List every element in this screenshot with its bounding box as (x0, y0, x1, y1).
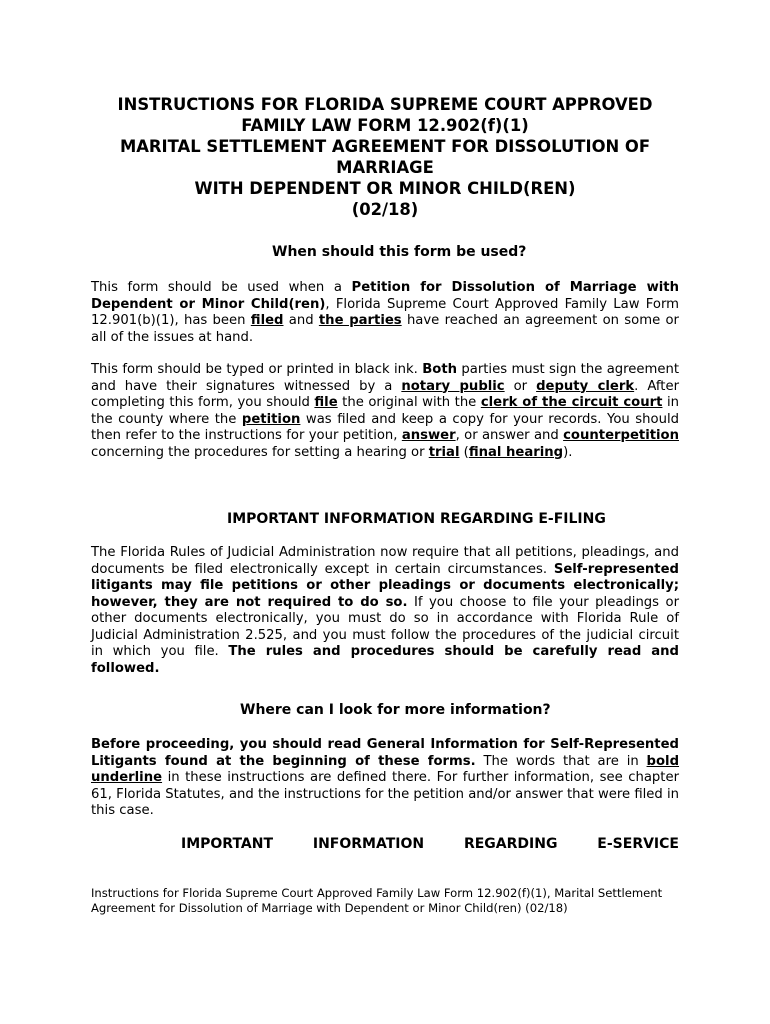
bold-statement: Self-represented litigants may file petitions or other pleadings or documents electronically; however, they are not required to do so. (91, 561, 679, 610)
text-run: have reached an agreement on some or all of the issues at hand. (91, 313, 679, 345)
text-run: , or answer and (455, 428, 564, 443)
text-run: parties must sign the agreement and have their signatures witnessed by a (91, 362, 679, 394)
text-run: . After completing this form, you should (91, 378, 680, 410)
section-heading-efiling: IMPORTANT INFORMATION REGARDING E-FILING (227, 511, 606, 527)
bold-statement: The rules and procedures should be carefully read and followed. (91, 644, 679, 676)
defined-term: notary public (401, 378, 505, 394)
defined-term: answer (401, 428, 456, 443)
title-line: MARRIAGE (336, 158, 434, 177)
heading-word: IMPORTANT (181, 836, 274, 852)
text-run: The words that are in (475, 753, 647, 769)
title-line: INSTRUCTIONS FOR FLORIDA SUPREME COURT APPROVED (117, 95, 653, 114)
text-run: ( (459, 444, 469, 460)
text-run: was filed and keep a copy for your records. You should then refer to the instructions for your petition, (91, 411, 679, 443)
defined-term: the parties (318, 313, 402, 328)
section-heading-more-info: Where can I look for more information? (240, 702, 551, 718)
text-run: If you choose to file your pleadings or other documents electronically, you must do so in accordance with Florida Rule of Judicial Administration 2.525, and you must follow the procedures of the judicial circuit in which you file. (91, 594, 679, 659)
defined-term: trial (428, 444, 460, 460)
text-run: This form should be typed or printed in black ink. (91, 362, 423, 377)
paragraph-efiling (91, 545, 679, 677)
defined-term: file (314, 395, 338, 410)
text-run: ). (563, 444, 573, 460)
bold-term: Both (422, 362, 458, 377)
text-run: The Florida Rules of Judicial Administration now require that all petitions, pleadings, and documents be filed electronically except in certain circumstances. (91, 545, 679, 577)
heading-word: E-SERVICE (597, 836, 679, 852)
defined-term: counterpetition (563, 428, 679, 443)
defined-term: petition (241, 411, 301, 427)
heading-word: REGARDING (463, 836, 558, 852)
page-footer: Instructions for Florida Supreme Court Approved Family Law Form 12.902(f)(1), Marital Settlement Agreement for Dissolution of Marriage with Dependent or Minor Child(ren) (02/18) (91, 886, 663, 915)
text-run: concerning the procedures for setting a hearing or (91, 444, 429, 460)
text-run: , Florida Supreme Court Approved Family Law Form 12.901(b)(1), has been (91, 296, 680, 328)
section-heading-eservice (181, 836, 679, 853)
defined-term: final hearing (468, 444, 564, 460)
defined-term: filed (250, 313, 284, 328)
text-run: in these instructions are defined there. For further information, see chapter 61, Florida Statutes, and the instructions for the petition and/or answer that were filed in this case. (91, 770, 679, 818)
text-run: in the county where the (91, 395, 679, 427)
paragraph-more-info (91, 737, 679, 820)
defined-term: deputy clerk (536, 378, 635, 394)
title-line: WITH DEPENDENT OR MINOR CHILD(REN) (194, 179, 576, 198)
text-run: or (504, 378, 537, 394)
paragraph-ink-signatures (91, 362, 679, 461)
bold-statement: Before proceeding, you should read General Information for Self-Represented Litigants found at the beginning of these forms. (91, 737, 679, 769)
title-line: FAMILY LAW FORM 12.902(f)(1) (241, 116, 529, 135)
text-run: This form should be used when a (91, 280, 352, 295)
section-heading-when: When should this form be used? (272, 244, 527, 260)
text-run: the original with the (337, 395, 481, 410)
defined-term: bold underline (91, 753, 680, 785)
text-run: and (283, 313, 319, 328)
paragraph-when-used (91, 280, 679, 346)
title-line: MARITAL SETTLEMENT AGREEMENT FOR DISSOLUTION OF (119, 137, 651, 156)
bold-term: Petition for Dissolution of Marriage with Dependent or Minor Child(ren) (91, 280, 679, 312)
title-line: (02/18) (351, 200, 419, 219)
defined-term: clerk of the circuit court (480, 395, 663, 410)
heading-word: INFORMATION (312, 836, 425, 852)
document-title (80, 94, 690, 220)
